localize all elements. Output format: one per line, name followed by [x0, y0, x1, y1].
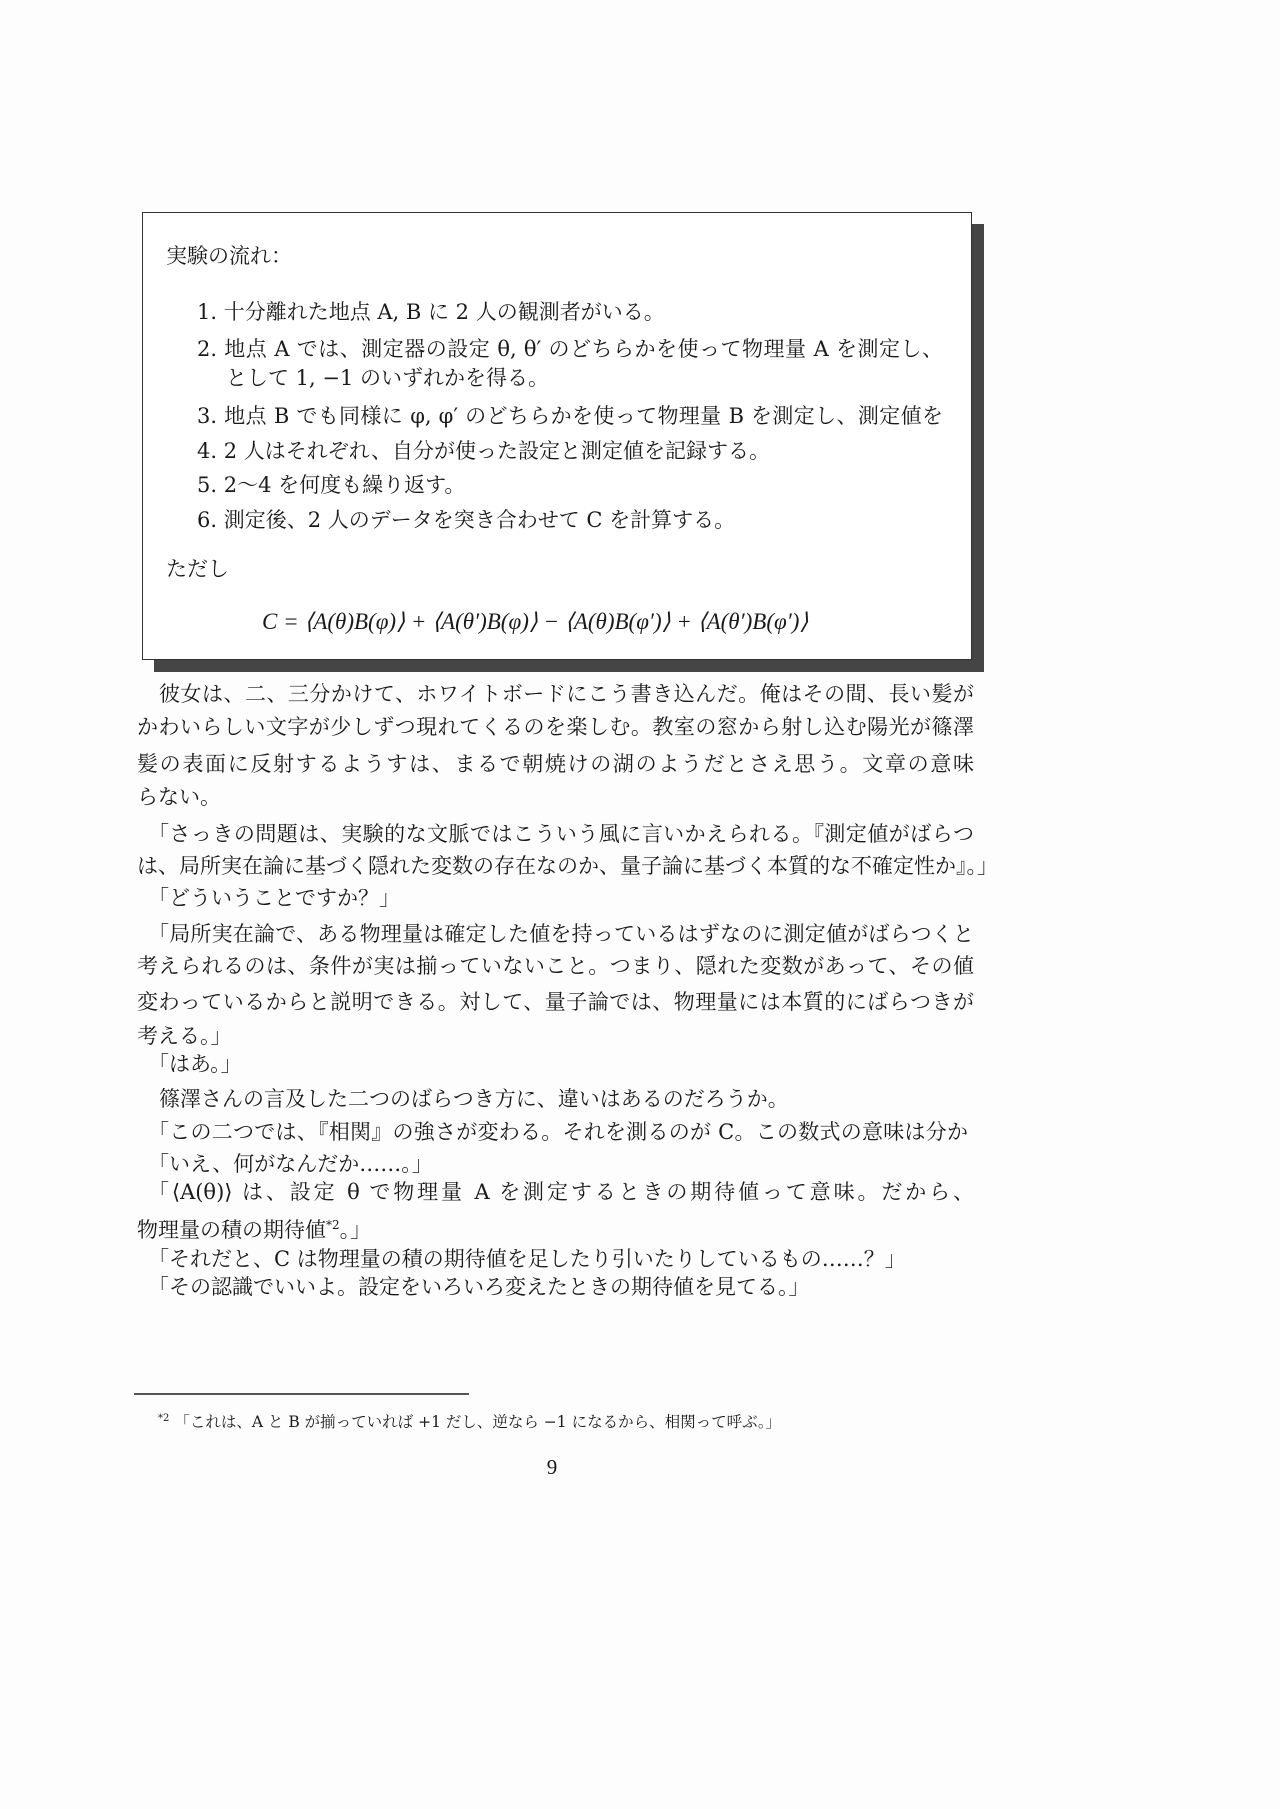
- paragraph-line: 変わっているからと説明できる。対して、量子論では、物理量には本質的にばらつきが: [137, 990, 974, 1014]
- line-text: 。」: [339, 1218, 372, 1242]
- paragraph-line: 「どういうことですか？」: [148, 886, 400, 910]
- formula-c: C = ⟨A(θ)B(φ)⟩ + ⟨A(θ′)B(φ)⟩ − ⟨A(θ)B(φ′)⟩ + ⟨A(θ′)B(φ′)⟩: [262, 609, 809, 634]
- paragraph-line: は、局所実在論に基づく隠れた変数の存在なのか、量子論に基づく本質的な不確定性か』。」: [137, 854, 998, 878]
- footnote-mark: *2: [158, 1413, 170, 1424]
- list-item: 6. 測定後、2 人のデータを突き合わせて C を計算する。: [197, 508, 736, 532]
- list-item: 5. 2〜4 を何度も繰り返す。: [197, 473, 466, 497]
- paragraph-line: 彼女は、二、三分かけて、ホワイトボードにこう書き込んだ。俺はその間、長い髪が: [159, 682, 974, 706]
- list-item: 4. 2 人はそれぞれ、自分が使った設定と測定値を記録する。: [197, 439, 771, 463]
- list-item: 3. 地点 B でも同様に φ, φ′ のどちらかを使って物理量 B を測定し、測定値を: [197, 404, 943, 428]
- footnote: [158, 1409, 781, 1432]
- paragraph-line: 篠澤さんの言及した二つのばらつき方に、違いはあるのだろうか。: [159, 1087, 789, 1111]
- paragraph-line: 「この二つでは、『相関』の強さが変わる。それを測るのが C。この数式の意味は分か: [148, 1120, 968, 1144]
- list-item: 1. 十分離れた地点 A, B に 2 人の観測者がいる。: [197, 300, 665, 324]
- paragraph-line: 「⟨A(θ)⟩ は、設定 θ で物理量 A を測定するときの期待値って意味。だから、: [148, 1180, 974, 1204]
- paragraph-line: [137, 1212, 371, 1243]
- paragraph-line: 「はあ。」: [148, 1052, 242, 1076]
- footnote-rule: [134, 1393, 469, 1395]
- page-number: 9: [546, 1455, 558, 1479]
- paragraph-line: 「局所実在論で、ある物理量は確定した値を持っているはずなのに測定値がばらつくと: [148, 922, 974, 946]
- list-item-continued: として 1, −1 のいずれかを得る。: [226, 366, 550, 390]
- paragraph-line: 髪の表面に反射するようすは、まるで朝焼けの湖のようだとさえ思う。文章の意味: [137, 752, 974, 776]
- paragraph-line: 「さっきの問題は、実験的な文脈ではこういう風に言いかえられる。『測定値がばらつ: [148, 822, 974, 846]
- experiment-box: [142, 212, 972, 660]
- tadashi-label: ただし: [166, 557, 229, 581]
- list-item: 2. 地点 A では、測定器の設定 θ, θ′ のどちらかを使って物理量 A を測定し、: [197, 337, 943, 361]
- paragraph-line: 考える。」: [137, 1024, 232, 1048]
- paragraph-line: 「それだと、C は物理量の積の期待値を足したり引いたりしているもの……？」: [148, 1247, 906, 1271]
- footnote-text: 「これは、A と B が揃っていれば +1 だし、逆なら −1 になるから、相関って呼ぶ。」: [174, 1413, 782, 1432]
- paragraph-line: 「いえ、何がなんだか……。」: [148, 1152, 433, 1176]
- paragraph-line: 考えられるのは、条件が実は揃っていないこと。つまり、隠れた変数があって、その値: [137, 954, 974, 978]
- line-text: 物理量の積の期待値: [137, 1218, 326, 1242]
- box-heading: 実験の流れ：: [166, 244, 292, 268]
- paragraph-line: らない。: [137, 785, 221, 809]
- paragraph-line: 「その認識でいいよ。設定をいろいろ変えたときの期待値を見てる。」: [148, 1275, 810, 1299]
- footnote-ref[interactable]: *2: [326, 1218, 340, 1232]
- paragraph-line: かわいらしい文字が少しずつ現れてくるのを楽しむ。教室の窓から射し込む陽光が篠澤: [137, 715, 974, 739]
